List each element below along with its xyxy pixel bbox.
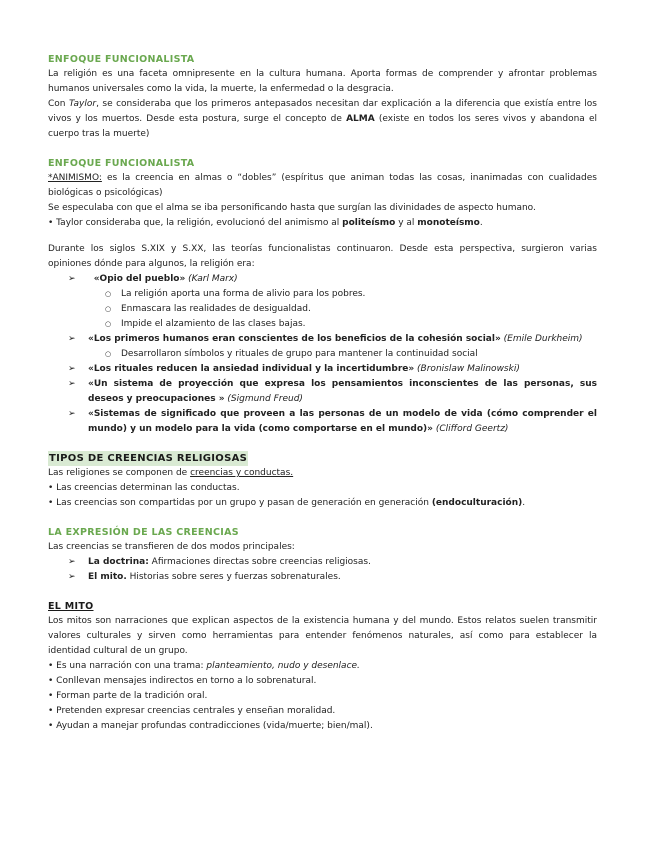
arrow-bullet-icon: ➢ [68,364,76,374]
section-title-tipos: TIPOS DE CREENCIAS RELIGIOSAS [49,453,248,464]
paragraph: La religión es una faceta omnipresente en la cultura humana. Aporta formas de comprender y afrontar problemas humanos universales como la vida, la muerte, la enfermedad o la desgracia. [48,69,597,94]
list-item: ➢ «Un sistema de proyección que expresa los pensamientos inconscientes de las personas, sus deseos y preocupaciones » (Sigmund Freud) [68,379,597,404]
list-item: ➢ «Los primeros humanos eran conscientes de los beneficios de la cohesión social» (Emile Durkheim) [48,332,597,347]
paragraph: Las religiones se componen de creencias y conductas. [48,468,294,478]
paragraph: • Las creencias determinan las conductas. [48,483,240,493]
paragraph: Los mitos son narraciones que explican aspectos de la existencia humana y del mundo. Estos relatos suelen transmitir valores culturales y sirven como herramientas para entender fenómenos naturales, así como para establecer la identidad cultural de un grupo. [48,616,597,656]
circle-bullet-icon: ○ [105,320,112,328]
sub-list-item: ○ Desarrollaron símbolos y rituales de grupo para mantener la continuidad social [48,347,597,362]
paragraph: • Las creencias son compartidas por un grupo y pasan de generación en generación (endoculturación). [48,498,526,508]
arrow-bullet-icon: ➢ [68,572,76,582]
paragraph: Se especulaba con que el alma se iba personificando hasta que surgían las divinidades de aspecto humano. [48,203,536,213]
paragraph: • Es una narración con una trama: planteamiento, nudo y desenlace. [48,661,360,671]
sub-list-item: ○ Enmascara las realidades de desigualdad. [48,302,597,317]
circle-bullet-icon: ○ [105,290,112,298]
paragraph: • Pretenden expresar creencias centrales y enseñan moralidad. [48,706,336,716]
list-item: ➢ La doctrina: Afirmaciones directas sobre creencias religiosas. [48,555,597,570]
paragraph: • Taylor consideraba que, la religión, evolucionó del animismo al politeísmo y al monoteísmo. [48,218,483,228]
list-item: ➢ «Los rituales reducen la ansiedad individual y la incertidumbre» (Bronislaw Malinowski) [48,362,597,377]
paragraph: • Ayudan a manejar profundas contradicciones (vida/muerte; bien/mal). [48,721,373,731]
arrow-bullet-icon: ➢ [68,274,76,284]
section-title-mito: EL MITO [48,601,94,612]
arrow-bullet-icon: ➢ [68,379,76,389]
section-title-funcionalista-2: ENFOQUE FUNCIONALISTA [48,158,195,169]
paragraph: Con Taylor, se consideraba que los primeros antepasados necesitan dar explicación a la diferencia que existía entre los vivos y los muertos. Desde esta postura, surge el concepto de ALMA (existe en todos los seres vivos y abandona el cuerpo tras la muerte) [48,99,597,139]
list-item: ➢ «Opio del pueblo» (Karl Marx) [48,272,597,287]
list-item: ➢ El mito. Historias sobre seres y fuerzas sobrenaturales. [48,570,597,585]
paragraph: *ANIMISMO: es la creencia en almas o “dobles” (espíritus que animan todas las cosas, inanimadas con cualidades biológicas o psicológicas) [48,173,597,198]
sub-list-item: ○ La religión aporta una forma de alivio para los pobres. [48,287,597,302]
paragraph: • Forman parte de la tradición oral. [48,691,208,701]
circle-bullet-icon: ○ [105,305,112,313]
sub-list-item: ○ Impide el alzamiento de las clases bajas. [48,317,597,332]
paragraph: Las creencias se transfieren de dos modos principales: [48,542,295,552]
paragraph: Durante los siglos S.XIX y S.XX, las teorías funcionalistas continuaron. Desde esta perspectiva, surgieron varias opiniones dónde para algunos, la religión era: [48,244,597,269]
section-title-funcionalista-1: ENFOQUE FUNCIONALISTA [48,54,195,65]
arrow-bullet-icon: ➢ [68,557,76,567]
arrow-bullet-icon: ➢ [68,409,76,419]
list-item: ➢ «Sistemas de significado que proveen a las personas de un modelo de vida (cómo comprender el mundo) y un modelo para la vida (como comportarse en el mundo)» (Clifford Geertz) [68,409,597,434]
arrow-bullet-icon: ➢ [68,334,76,344]
circle-bullet-icon: ○ [105,350,112,358]
section-title-expresion: LA EXPRESIÓN DE LAS CREENCIAS [48,527,239,538]
document-page [48,52,597,734]
paragraph: • Conllevan mensajes indirectos en torno a lo sobrenatural. [48,676,317,686]
